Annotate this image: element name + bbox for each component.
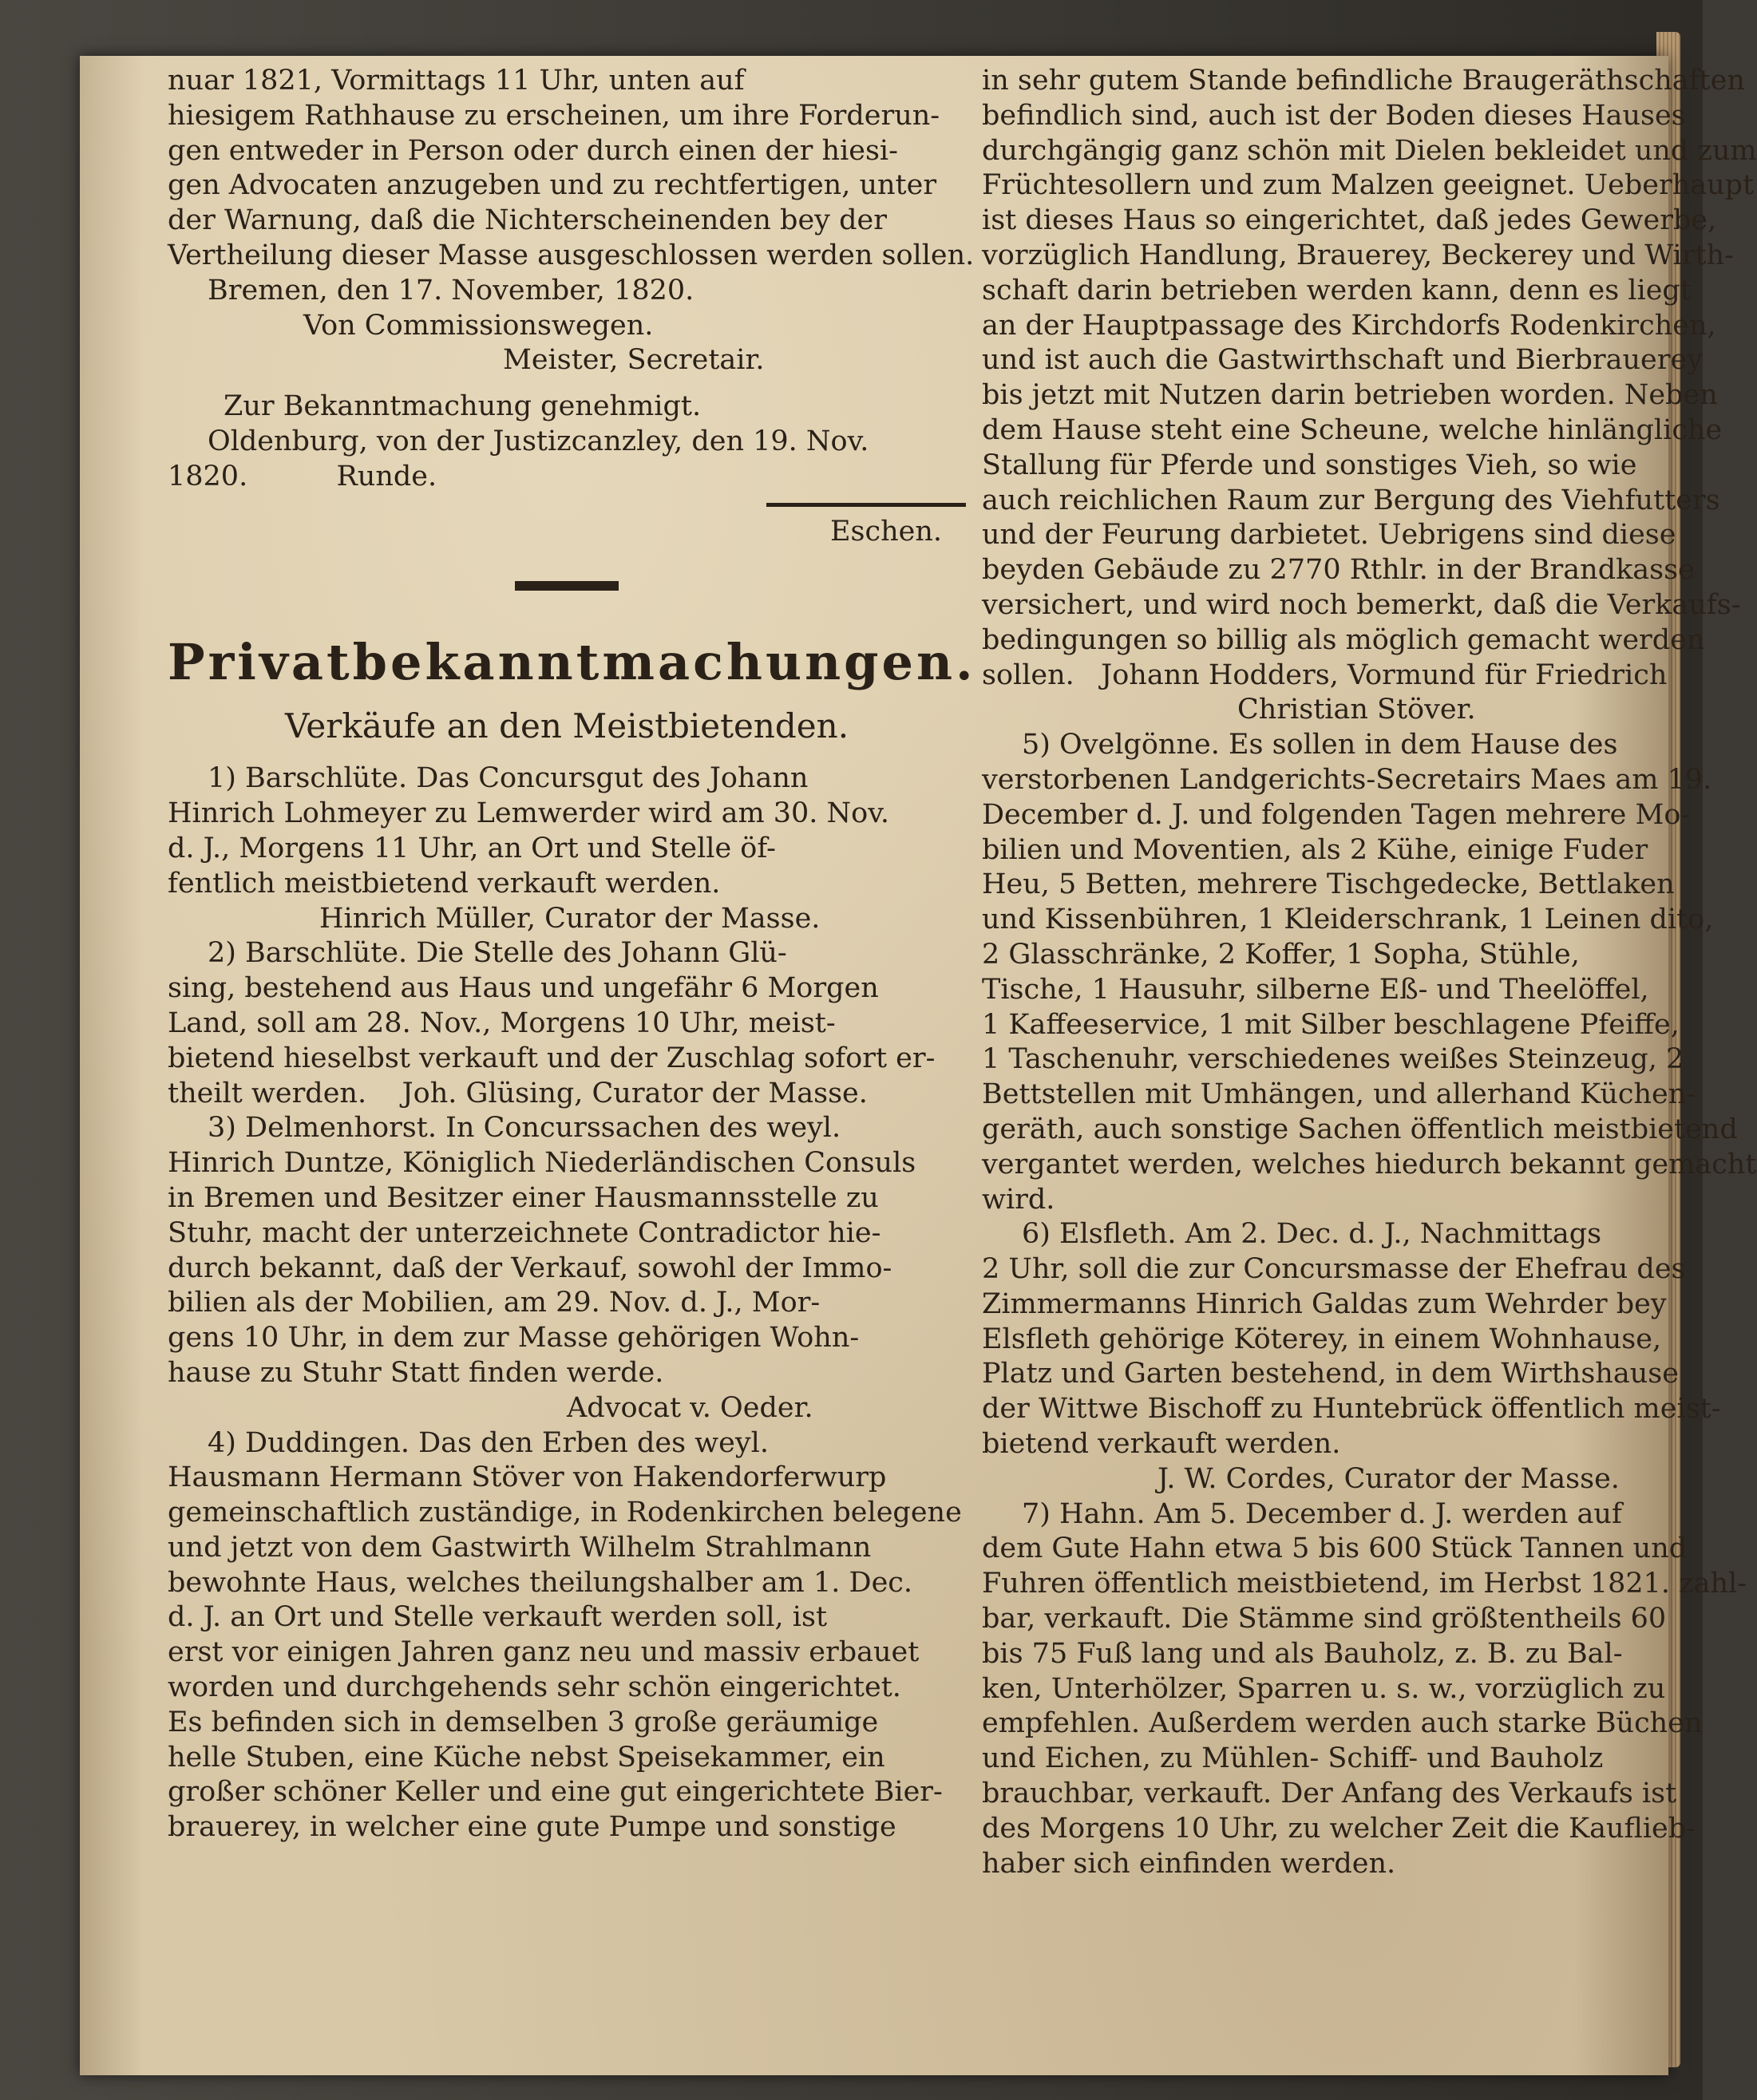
text-line: 5) Ovelgönne. Es sollen in dem Hause des <box>1022 729 1618 761</box>
text-line: Früchtesollern und zum Malzen geeignet. Ueberhaupt <box>982 169 1755 202</box>
text-line: gens 10 Uhr, in dem zur Masse gehörigen Wohn- <box>168 1322 860 1355</box>
notice-item <box>168 761 966 936</box>
signer: Meister, Secretair. <box>503 344 765 377</box>
text-line: Hausmann Hermann Stöver von Hakendorferwurp <box>168 1461 887 1494</box>
text-line: in sehr gutem Stande befindliche Braugeräthschaften <box>982 65 1745 97</box>
text-line: hause zu Stuhr Statt finden werde. <box>168 1356 664 1389</box>
text-line: und jetzt von dem Gastwirth Wilhelm Strahlmann <box>168 1531 872 1564</box>
place-date: Bremen, den 17. November, 1820. <box>208 274 694 306</box>
text-line: December d. J. und folgenden Tagen mehrere Mo- <box>982 798 1691 831</box>
text-line: beyden Gebäude zu 2770 Rthlr. in der Brandkasse <box>982 554 1695 587</box>
continued-paragraph <box>982 64 1757 728</box>
text-line: bilien als der Mobilien, am 29. Nov. d. J., Mor- <box>168 1287 821 1319</box>
text-line: befindlich sind, auch ist der Boden dieses Hauses <box>982 99 1686 132</box>
text-line: wird. <box>982 1183 1055 1216</box>
section-subheading: Verkäufe an den Meistbietenden. <box>284 706 849 746</box>
text-line: bar, verkauft. Die Stämme sind größtentheils 60 <box>982 1603 1667 1635</box>
notice-item <box>982 1217 1721 1497</box>
notice-item <box>168 1426 966 1846</box>
text-line: d. J., Morgens 11 Uhr, an Ort und Stelle öf- <box>168 832 776 864</box>
text-line: des Morgens 10 Uhr, zu welcher Zeit die Kauflieb- <box>982 1812 1696 1845</box>
text-line: Zimmermanns Hinrich Galdas zum Wehrder bey <box>982 1287 1667 1320</box>
text-line: 3) Delmenhorst. In Concurssachen des weyl. <box>208 1112 841 1145</box>
text-line: 1 Kaffeeservice, 1 mit Silber beschlagene Pfeiffe, <box>982 1008 1680 1041</box>
notice-item <box>168 936 966 1111</box>
text-line: 6) Elsfleth. Am 2. Dec. d. J., Nachmittags <box>1022 1218 1602 1251</box>
text-line: Platz und Garten bestehend, in dem Wirthshause <box>982 1358 1679 1390</box>
approval-line: Zur Bekanntmachung genehmigt. <box>224 390 702 423</box>
text-line: Stuhr, macht der unterzeichnete Contradictor hie- <box>168 1216 881 1249</box>
text-line: sollen. Johann Hodders, Vormund für Friedrich <box>982 658 1668 691</box>
text-line: Heu, 5 Betten, mehrere Tischgedecke, Bettlaken <box>982 868 1675 901</box>
notice-signature: Christian Stöver. <box>1237 694 1476 726</box>
text-line: 2 Uhr, soll die zur Concursmasse der Ehefrau des <box>982 1253 1686 1286</box>
text-line: großer schöner Keller und eine gut eingerichtete Bier- <box>168 1776 943 1809</box>
text-line: ken, Unterhölzer, Sparren u. s. w., vorzüglich zu <box>982 1672 1666 1705</box>
text-line: bilien und Moventien, als 2 Kühe, einige Fuder <box>982 833 1648 866</box>
notice-item <box>982 1497 1747 1882</box>
eschen-signature: Eschen. <box>829 515 942 548</box>
text-line: 2 Glasschränke, 2 Koffer, 1 Sopha, Stühle, <box>982 938 1580 971</box>
text-line: auch reichlichen Raum zur Bergung des Viehfutters <box>982 484 1720 516</box>
text-line: gen Advocaten anzugeben und zu rechtfertigen, unter <box>168 169 937 202</box>
text-line: bietend hieselbst verkauft und der Zuschlag sofort er- <box>168 1042 936 1074</box>
text-line: dem Gute Hahn etwa 5 bis 600 Stück Tannen und <box>982 1532 1688 1565</box>
intro-paragraph <box>168 64 975 274</box>
text-line: bedingungen so billig als möglich gemacht werden <box>982 623 1705 656</box>
commission-line: Von Commissionswegen. <box>303 309 654 342</box>
text-line: der Warnung, daß die Nichterscheinenden bey der <box>168 204 887 237</box>
section-heading: Privatbekanntmachungen. <box>168 633 976 692</box>
text-line: dem Hause steht eine Scheune, welche hinlängliche <box>982 413 1723 446</box>
text-line: Vertheilung dieser Masse ausgeschlossen werden sollen. <box>168 239 975 271</box>
notice-item <box>168 1111 966 1426</box>
text-line: 2) Barschlüte. Die Stelle des Johann Glü- <box>208 937 787 970</box>
text-line: und Kissenbühren, 1 Kleiderschrank, 1 Leinen dito, <box>982 904 1714 936</box>
text-line: gemeinschaftlich zuständige, in Rodenkirchen belegene <box>168 1497 962 1529</box>
text-line: empfehlen. Außerdem werden auch starke Büchen <box>982 1707 1703 1740</box>
text-line: bietend verkauft werden. <box>982 1428 1341 1461</box>
separator-rule <box>766 503 966 507</box>
text-line: Fuhren öffentlich meistbietend, im Herbst 1821. zahl- <box>982 1568 1747 1600</box>
text-line: Land, soll am 28. Nov., Morgens 10 Uhr, meist- <box>168 1006 836 1039</box>
left-column <box>168 64 976 1845</box>
text-line: durchgängig ganz schön mit Dielen bekleidet und zum <box>982 134 1757 167</box>
oldenburg-line: Oldenburg, von der Justizcanzley, den 19. Nov. <box>208 425 869 457</box>
text-line: an der Hauptpassage des Kirchdorfs Rodenkirchen, <box>982 309 1716 342</box>
text-line: haber sich einfinden werden. <box>982 1847 1396 1880</box>
text-line: und ist auch die Gastwirthschaft und Bierbrauerey <box>982 344 1703 377</box>
text-line: durch bekannt, daß der Verkauf, sowohl der Immo- <box>168 1252 892 1284</box>
oldenburg-line-2: 1820. Runde. <box>168 460 437 492</box>
text-line: in Bremen und Besitzer einer Hausmannsstelle zu <box>168 1181 879 1214</box>
text-line: bewohnte Haus, welches theilungshalber am 1. Dec. <box>168 1566 913 1599</box>
text-line: 4) Duddingen. Das den Erben des weyl. <box>208 1426 769 1459</box>
text-line: vergantet werden, welches hiedurch bekannt gemacht <box>982 1148 1757 1181</box>
text-line: ist dieses Haus so eingerichtet, daß jedes Gewerbe, <box>982 204 1717 237</box>
text-line: 1 Taschenuhr, verschiedenes weißes Steinzeug, 2 <box>982 1043 1684 1076</box>
text-line: Tische, 1 Hausuhr, silberne Eß- und Theelöffel, <box>982 973 1649 1006</box>
notice-signature: Hinrich Müller, Curator der Masse. <box>319 902 821 935</box>
text-line: Hinrich Duntze, Königlich Niederländischen Consuls <box>168 1147 916 1180</box>
text-line: Es befinden sich in demselben 3 große geräumige <box>168 1706 879 1738</box>
text-line: bis jetzt mit Nutzen darin betrieben worden. Neben <box>982 379 1718 412</box>
text-line: d. J. an Ort und Stelle verkauft werden soll, ist <box>168 1601 828 1634</box>
section-rule <box>515 581 619 591</box>
text-line: worden und durchgehends sehr schön eingerichtet. <box>168 1671 901 1704</box>
text-line: theilt werden. Joh. Glüsing, Curator der Masse. <box>168 1077 868 1109</box>
text-line: schaft darin betrieben werden kann, denn es liegt <box>982 274 1692 306</box>
text-line: helle Stuben, eine Küche nebst Speisekammer, ein <box>168 1741 885 1774</box>
text-line: hiesigem Rathhause zu erscheinen, um ihre Forderun- <box>168 99 940 132</box>
text-line: vorzüglich Handlung, Brauerey, Beckerey und Wirth- <box>982 239 1734 271</box>
notice-signature: J. W. Cordes, Curator der Masse. <box>1157 1462 1620 1495</box>
text-line: Elsfleth gehörige Köterey, in einem Wohnhause, <box>982 1323 1662 1355</box>
text-line: erst vor einigen Jahren ganz neu und massiv erbauet <box>168 1636 920 1669</box>
text-line: der Wittwe Bischoff zu Huntebrück öffentlich meist- <box>982 1393 1721 1426</box>
text-line: und der Feurung darbietet. Uebrigens sind diese <box>982 519 1676 552</box>
text-line: verstorbenen Landgerichts-Secretairs Maes am 19. <box>982 763 1712 796</box>
text-line: 7) Hahn. Am 5. December d. J. werden auf <box>1022 1497 1622 1530</box>
text-line: 1) Barschlüte. Das Concursgut des Johann <box>208 762 809 795</box>
text-line: Bettstellen mit Umhängen, und allerhand Küchen- <box>982 1078 1696 1111</box>
text-line: Stallung für Pferde und sonstiges Vieh, so wie <box>982 449 1637 481</box>
text-line: sing, bestehend aus Haus und ungefähr 6 Morgen <box>168 972 879 1005</box>
text-line: brauerey, in welcher eine gute Pumpe und sonstige <box>168 1811 896 1844</box>
notice-item <box>982 728 1757 1217</box>
notice-signature: Advocat v. Oeder. <box>567 1391 813 1424</box>
text-line: und Eichen, zu Mühlen- Schiff- und Bauholz <box>982 1742 1604 1775</box>
right-column <box>982 64 1757 1881</box>
text-line: bis 75 Fuß lang und als Bauholz, z. B. zu Bal- <box>982 1637 1623 1670</box>
text-line: geräth, auch sonstige Sachen öffentlich meistbietend <box>982 1113 1738 1145</box>
text-line: brauchbar, verkauft. Der Anfang des Verkaufs ist <box>982 1778 1677 1810</box>
text-line: gen entweder in Person oder durch einen der hiesi- <box>168 134 898 167</box>
text-line: fentlich meistbietend verkauft werden. <box>168 867 721 900</box>
text-line: nuar 1821, Vormittags 11 Uhr, unten auf <box>168 65 745 97</box>
text-line: Hinrich Lohmeyer zu Lemwerder wird am 30. Nov. <box>168 797 890 830</box>
text-line: versichert, und wird noch bemerkt, daß die Verkaufs- <box>982 588 1741 621</box>
